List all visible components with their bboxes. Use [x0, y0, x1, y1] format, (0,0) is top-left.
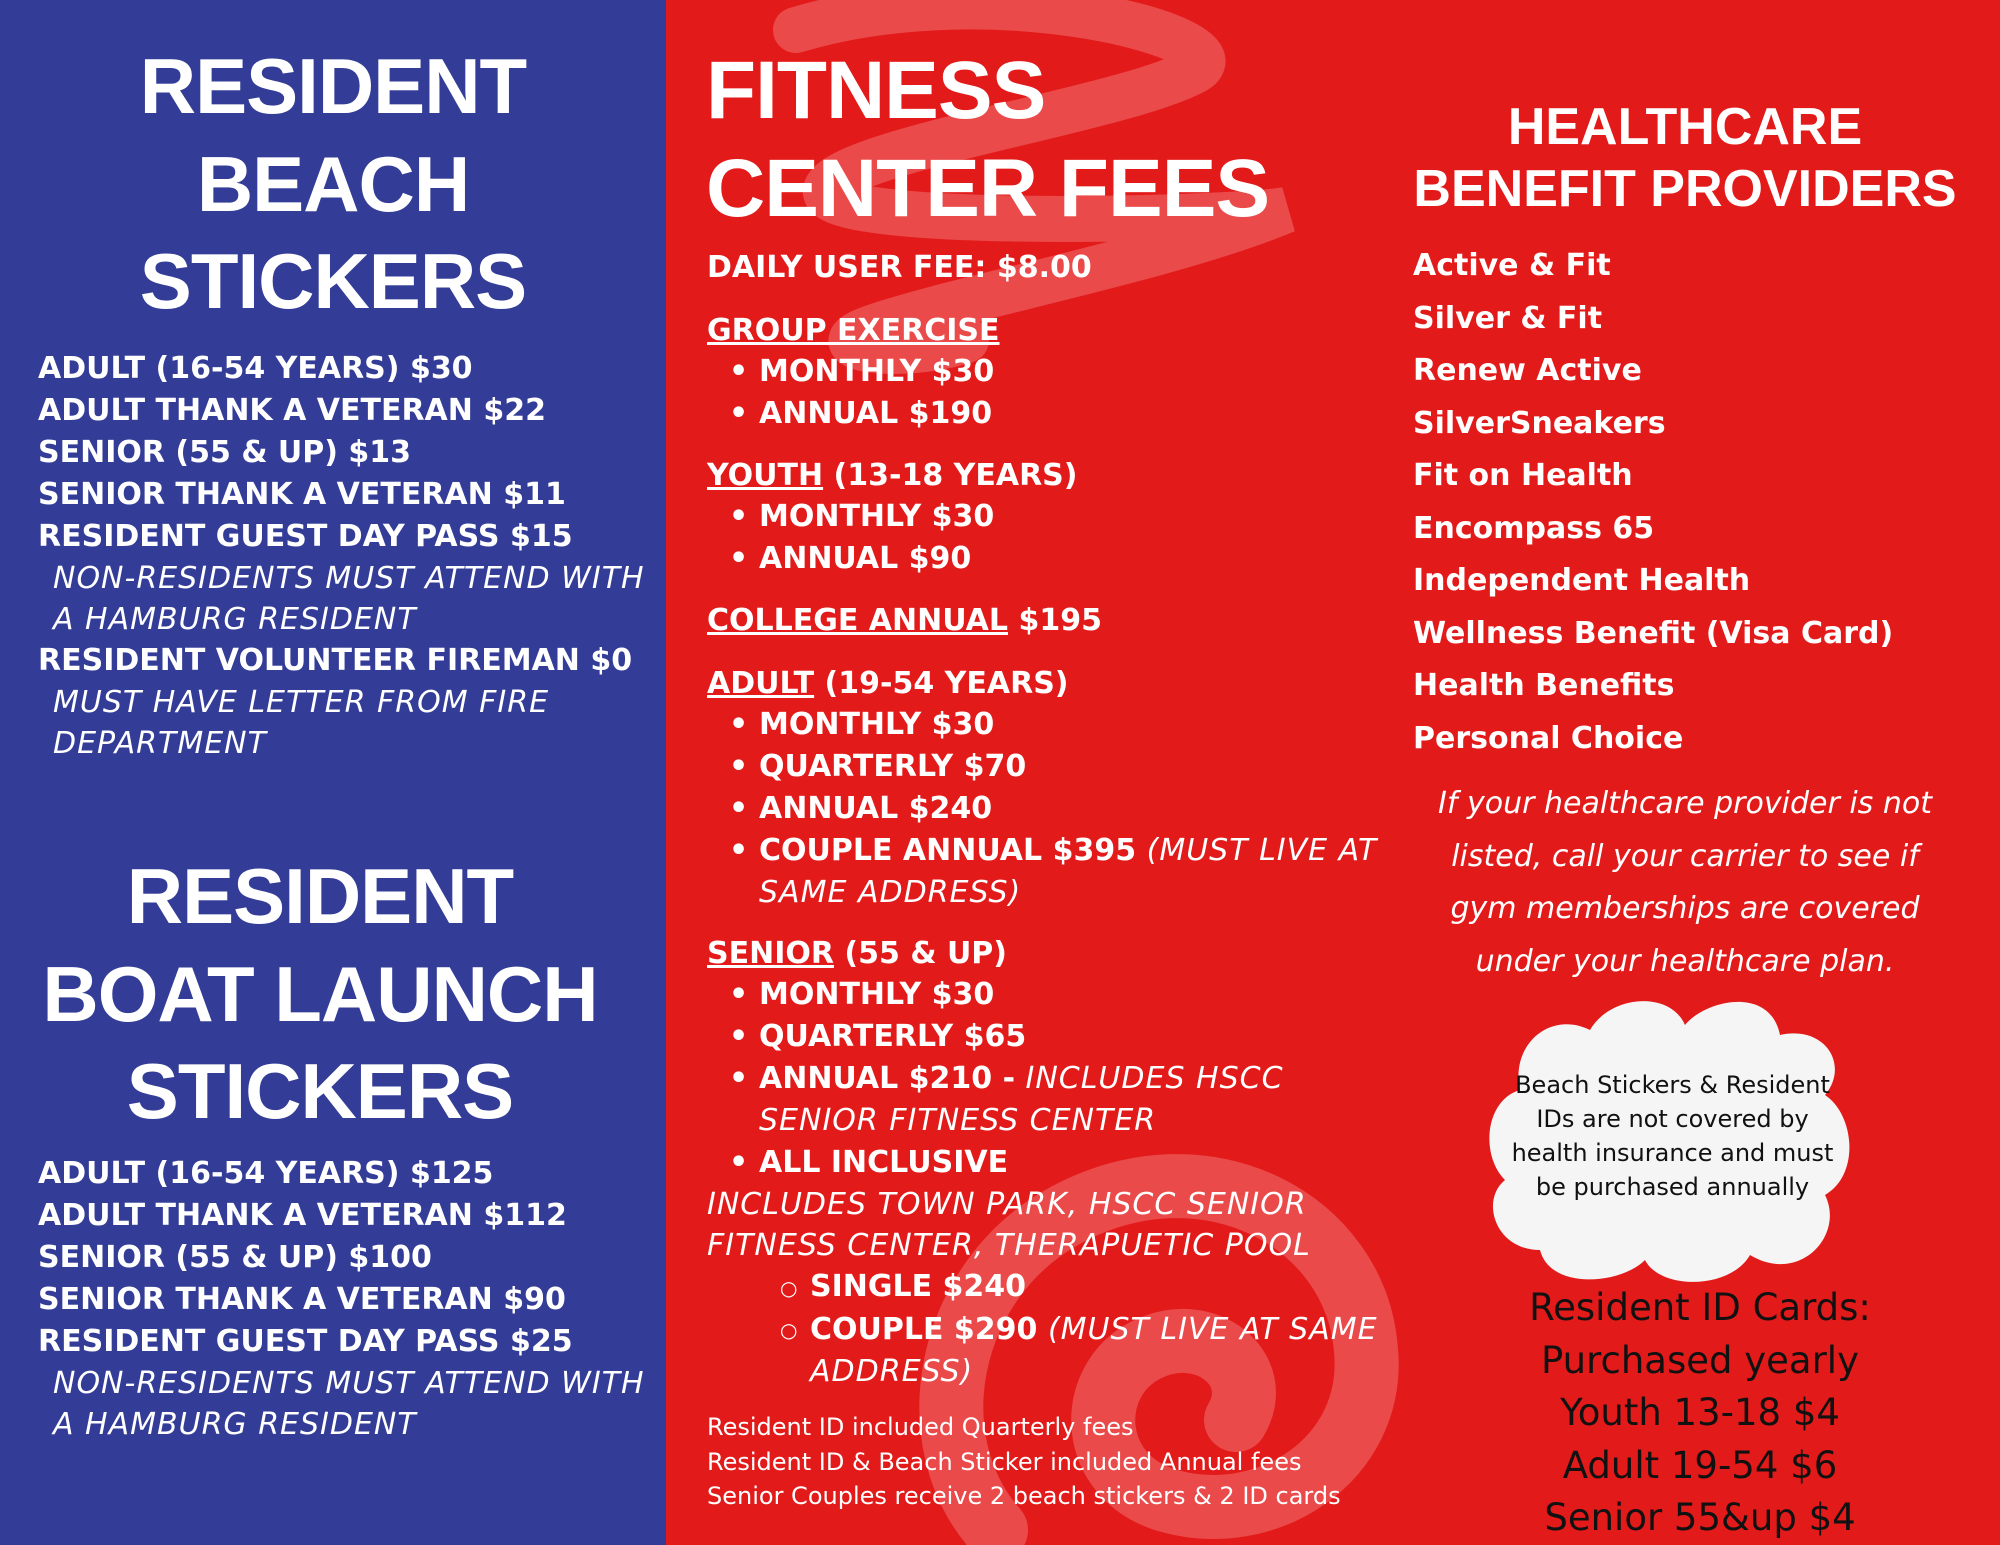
senior-monthly: • MONTHLY $30	[759, 974, 1378, 1016]
boat-title-line3: STICKERS	[126, 1047, 514, 1135]
senior-heading: SENIOR	[707, 936, 834, 971]
youth-monthly: • MONTHLY $30	[759, 496, 1078, 538]
all-inclusive-note: INCLUDES TOWN PARK, HSCC SENIOR	[707, 1187, 1307, 1222]
adult-quarterly: • QUARTERLY $70	[759, 746, 1377, 788]
id-card-line: Adult 19-54 $6	[1562, 1443, 1838, 1487]
provider-note-line: under your healthcare plan.	[1475, 943, 1895, 979]
fitness-title-line1: FITNESS	[706, 45, 1046, 136]
cloud-note	[1500, 1068, 1845, 1204]
footnote: Resident ID & Beach Sticker included Annual fees	[707, 1447, 1302, 1476]
youth-section	[707, 456, 1078, 580]
college-price: $195	[1008, 603, 1102, 638]
senior-annual-label: ANNUAL $210 -	[759, 1061, 1026, 1096]
provider-item: Active & Fit	[1413, 248, 1611, 283]
boat-item: ADULT THANK A VETERAN $112	[38, 1198, 567, 1233]
boat-title-line1: RESIDENT	[126, 852, 514, 940]
boat-item: ADULT (16-54 YEARS) $125	[38, 1156, 494, 1191]
senior-age: (55 & UP)	[833, 936, 1007, 971]
adult-couple-note: (MUST LIVE AT	[1136, 833, 1378, 868]
boat-guest-note: A HAMBURG RESIDENT	[53, 1407, 417, 1442]
beach-fireman-note: MUST HAVE LETTER FROM FIRE	[53, 685, 550, 720]
beach-item: ADULT THANK A VETERAN $22	[38, 393, 546, 428]
provider-note-line: listed, call your carrier to see if	[1451, 838, 1919, 874]
boat-guest-note: NON-RESIDENTS MUST ATTEND WITH	[53, 1366, 645, 1401]
provider-item: Fit on Health	[1413, 458, 1633, 493]
fitness-footnotes	[707, 1410, 1341, 1514]
boat-item: RESIDENT GUEST DAY PASS $25	[38, 1324, 573, 1359]
cloud-note-line: be purchased annually	[1535, 1173, 1810, 1201]
cloud-note-line: health insurance and must	[1511, 1139, 1834, 1167]
senior-section	[707, 934, 1378, 1393]
boat-title	[0, 848, 640, 1141]
youth-annual: • ANNUAL $90	[759, 538, 1078, 580]
beach-guest-note: NON-RESIDENTS MUST ATTEND WITH	[53, 561, 645, 596]
fitness-title	[706, 42, 1269, 239]
group-annual: • ANNUAL $190	[759, 393, 1000, 435]
fitness-title-line2: CENTER FEES	[706, 143, 1270, 235]
group-exercise-section	[707, 311, 1000, 435]
adult-monthly: • MONTHLY $30	[759, 704, 1377, 746]
boat-item: SENIOR (55 & UP) $100	[38, 1240, 432, 1275]
all-inclusive-single: ○ SINGLE $240	[810, 1266, 1378, 1309]
provider-note-line: gym memberships are covered	[1450, 891, 1920, 926]
resident-id-cards	[1500, 1282, 1900, 1545]
all-inclusive-couple-label: COUPLE $290	[810, 1311, 1038, 1347]
senior-annual-note-cont: SENIOR FITNESS CENTER	[759, 1103, 1157, 1138]
beach-item: RESIDENT GUEST DAY PASS $15	[38, 519, 573, 554]
adult-couple-note-cont: SAME ADDRESS)	[759, 875, 1022, 910]
healthcare-title-line1: HEALTHCARE	[1507, 98, 1863, 156]
beach-guest-note: A HAMBURG RESIDENT	[53, 602, 417, 637]
provider-item: SilverSneakers	[1413, 405, 1666, 441]
beach-title	[0, 38, 666, 331]
senior-annual-note: INCLUDES HSCC	[1025, 1061, 1284, 1096]
beach-price-list	[38, 348, 645, 764]
senior-annual	[759, 1058, 1378, 1100]
all-inclusive-couple	[810, 1309, 1378, 1352]
youth-age: (13-18 YEARS)	[823, 458, 1078, 493]
college-section	[707, 601, 1102, 641]
id-card-line: Purchased yearly	[1541, 1338, 1859, 1382]
id-card-line: Senior 55&up $4	[1544, 1496, 1856, 1539]
beach-item: SENIOR THANK A VETERAN $11	[38, 477, 566, 512]
group-monthly: • MONTHLY $30	[759, 351, 1000, 393]
footnote: Resident ID included Quarterly fees	[707, 1413, 1134, 1441]
adult-section	[707, 664, 1377, 914]
provider-note	[1400, 778, 1970, 988]
daily-user-fee: DAILY USER FEE: $8.00	[707, 250, 1092, 285]
adult-couple-annual	[759, 830, 1377, 872]
healthcare-title-line2: BENEFIT PROVIDERS	[1413, 160, 1957, 219]
provider-item: Health Benefits	[1413, 668, 1675, 703]
boat-price-list	[38, 1153, 645, 1445]
beach-fireman-note: DEPARTMENT	[53, 726, 267, 761]
beach-title-line1: RESIDENT	[139, 42, 527, 130]
provider-item: Silver & Fit	[1413, 300, 1603, 336]
id-card-line: Resident ID Cards:	[1529, 1286, 1871, 1329]
provider-item: Independent Health	[1413, 563, 1751, 598]
beach-title-line2: BEACH	[196, 139, 470, 228]
cloud-note-line: Beach Stickers & Resident	[1515, 1071, 1830, 1099]
provider-item: Personal Choice	[1413, 720, 1684, 756]
adult-heading: ADULT	[707, 666, 815, 701]
senior-quarterly: • QUARTERLY $65	[759, 1016, 1378, 1058]
youth-heading: YOUTH	[707, 458, 824, 493]
adult-annual: • ANNUAL $240	[759, 788, 1377, 830]
footnote: Senior Couples receive 2 beach stickers & 2 ID cards	[707, 1482, 1341, 1510]
college-heading: COLLEGE ANNUAL	[707, 603, 1009, 638]
boat-title-line2: BOAT LAUNCH	[42, 949, 598, 1038]
id-card-line: Youth 13-18 $4	[1560, 1391, 1840, 1434]
provider-list	[1413, 240, 1893, 765]
all-inclusive-note: FITNESS CENTER, THERAPUETIC POOL	[707, 1228, 1311, 1263]
healthcare-title	[1395, 96, 1975, 221]
provider-note-line: If your healthcare provider is not	[1438, 786, 1932, 821]
all-inclusive: • ALL INCLUSIVE	[759, 1142, 1378, 1184]
beach-item: SENIOR (55 & UP) $13	[38, 435, 412, 470]
boat-item: SENIOR THANK A VETERAN $90	[38, 1282, 566, 1317]
adult-age: (19-54 YEARS)	[814, 666, 1069, 701]
beach-item: ADULT (16-54 YEARS) $30	[38, 351, 473, 386]
cloud-note-line: IDs are not covered by	[1536, 1105, 1809, 1133]
beach-fireman: RESIDENT VOLUNTEER FIREMAN $0	[38, 643, 633, 678]
provider-item: Encompass 65	[1413, 510, 1655, 546]
beach-title-line3: STICKERS	[139, 237, 527, 325]
group-exercise-heading: GROUP EXERCISE	[707, 313, 1000, 348]
provider-item: Renew Active	[1413, 353, 1642, 388]
provider-item: Wellness Benefit (Visa Card)	[1413, 615, 1894, 651]
adult-couple-label: COUPLE ANNUAL $395	[759, 833, 1137, 868]
couple-note-cont: ADDRESS)	[810, 1354, 974, 1389]
couple-note: (MUST LIVE AT SAME	[1037, 1311, 1378, 1347]
